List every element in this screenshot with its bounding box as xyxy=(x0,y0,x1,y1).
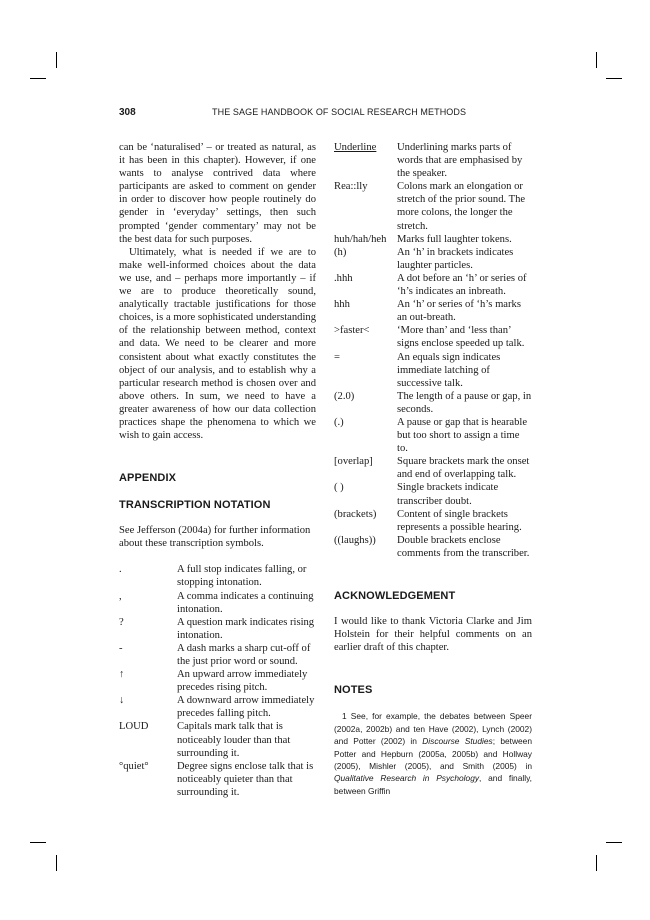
notation-symbol: - xyxy=(119,642,123,654)
left-column xyxy=(119,141,316,799)
notation-symbol: , xyxy=(119,590,122,602)
notation-row xyxy=(334,180,532,232)
notation-symbol: = xyxy=(334,351,340,363)
page-number: 308 xyxy=(119,107,136,118)
notation-row xyxy=(334,481,532,507)
notation-description: Colons mark an elongation or stretch of the prior sound. The more colons, the longer the stretch. xyxy=(397,181,526,232)
notation-symbol: >faster< xyxy=(334,325,370,337)
notation-row xyxy=(334,298,532,324)
notation-row xyxy=(334,233,532,246)
notation-description: A question mark indicates rising intonation. xyxy=(177,616,315,641)
notation-symbol: (2.0) xyxy=(334,390,355,402)
journal-title: Qualitative Research in Psychology xyxy=(334,773,480,784)
crop-mark xyxy=(56,52,57,68)
footnote-1 xyxy=(334,710,532,797)
notation-description: Degree signs enclose talk that is noticeably quieter than that surrounding it. xyxy=(177,760,314,798)
notation-symbol: hhh xyxy=(334,299,350,311)
notation-symbol: .hhh xyxy=(334,272,353,284)
notation-row xyxy=(119,694,316,720)
notation-description: Square brackets mark the onset and end of overlapping talk. xyxy=(397,456,530,481)
notation-row xyxy=(334,246,532,272)
acknowledgement-heading: ACKNOWLEDGEMENT xyxy=(334,590,456,602)
notation-description: A downward arrow immediately precedes falling pitch. xyxy=(177,695,315,720)
notation-row xyxy=(334,324,532,350)
notation-description: Underlining marks parts of words that are emphasised by the speaker. xyxy=(397,142,523,180)
notation-row xyxy=(119,616,316,642)
notation-symbol: huh/hah/heh xyxy=(334,233,387,245)
journal-title: Discourse Studies xyxy=(422,736,493,747)
notation-description: Content of single brackets represents a possible hearing. xyxy=(397,508,522,533)
crop-mark xyxy=(606,78,622,79)
notation-description: A dot before an ‘h’ or series of ‘h’s indicates an inbreath. xyxy=(397,272,527,298)
notation-symbol: LOUD xyxy=(119,721,149,733)
notation-symbol: °quiet° xyxy=(119,760,149,772)
notation-row xyxy=(119,720,316,759)
notation-table-right xyxy=(334,141,532,560)
transcription-heading: TRANSCRIPTION NOTATION xyxy=(119,499,271,512)
notation-symbol: (.) xyxy=(334,416,344,428)
footnote-text: , and finally, between Griffin xyxy=(334,773,532,796)
notation-description: A pause or gap that is hearable but too short to assign a time to. xyxy=(397,416,528,455)
notation-row xyxy=(334,416,532,455)
notation-row xyxy=(119,563,316,589)
notation-symbol: ↑ xyxy=(119,669,125,681)
notation-symbol: . xyxy=(119,564,122,576)
notation-description: An ‘h’ or series of ‘h’s marks an out-breath. xyxy=(397,299,521,324)
acknowledgement-text: I would like to thank Victoria Clarke and Jim Holstein for their helpful comments on an earlier draft of this chapter. xyxy=(334,616,532,654)
crop-mark xyxy=(30,78,46,79)
notation-description: A full stop indicates falling, or stopping intonation. xyxy=(177,564,307,589)
notation-description: Capitals mark talk that is noticeably louder than that surrounding it. xyxy=(177,721,291,759)
notation-row xyxy=(334,351,532,390)
notation-row xyxy=(334,508,532,534)
crop-mark xyxy=(606,842,622,843)
notation-symbol: Underline xyxy=(334,142,377,153)
crop-mark xyxy=(30,842,46,843)
notation-row xyxy=(119,590,316,616)
notation-table-left xyxy=(119,563,316,799)
notation-description: A comma indicates a continuing intonation. xyxy=(177,590,314,615)
crop-mark xyxy=(56,855,57,871)
notation-description: The length of a pause or gap, in seconds. xyxy=(397,390,532,415)
body-paragraph: Ultimately, what is needed if we are to make well-informed choices about the data we use, and – perhaps more importantly – if we are to produce theoretically sound, analytically tractable justifications for those choices, is a more sophisticated understanding of the relationship between method, context and data. We need to be clearer and more consistent about what exactly constitutes the object of our analysis, and to establish why a particular research method is chosen over and above others. In sum, we need to have a greater awareness of how our data collection practices shape the phenomena to which we wish to gain access. xyxy=(119,246,316,442)
right-column xyxy=(334,141,532,797)
crop-mark xyxy=(596,52,597,68)
notation-symbol: ( ) xyxy=(334,482,344,494)
footnote-text: ; between Potter and Hepburn (2005a, 2005b) and Hollway (2005), Mishler (2005), and Smith (2005) in xyxy=(334,736,532,771)
notation-symbol: ((laughs)) xyxy=(334,534,376,546)
notation-row xyxy=(334,534,532,560)
notation-row xyxy=(119,760,316,799)
notation-symbol: (h) xyxy=(334,246,347,258)
notation-symbol: ↓ xyxy=(119,695,125,707)
notation-row xyxy=(334,390,532,416)
notation-description: Double brackets enclose comments from the transcriber. xyxy=(397,534,530,559)
footnote-text: 1 See, for example, the debates between Speer (2002a, 2002b) and ten Have (2002), Lynch (2002) and Potter (2002) in xyxy=(334,711,532,747)
notation-description: ‘More than’ and ‘less than’ signs enclose speeded up talk. xyxy=(397,325,525,350)
appendix-heading: APPENDIX xyxy=(119,472,177,485)
notation-symbol: [overlap] xyxy=(334,456,373,468)
notation-row xyxy=(334,455,532,481)
notation-symbol: Rea::lly xyxy=(334,181,368,193)
notation-symbol: (brackets) xyxy=(334,508,377,520)
notation-symbol: ? xyxy=(119,616,124,628)
notation-row xyxy=(334,272,532,298)
notes-heading: NOTES xyxy=(334,684,373,697)
notation-row xyxy=(119,668,316,694)
notation-description: An equals sign indicates immediate latching of successive talk. xyxy=(397,351,501,389)
notation-description: Single brackets indicate transcriber doubt. xyxy=(397,482,499,507)
running-title: THE SAGE HANDBOOK OF SOCIAL RESEARCH METHODS xyxy=(212,107,467,117)
crop-mark xyxy=(596,855,597,871)
notation-description: Marks full laughter tokens. xyxy=(397,233,512,245)
running-header xyxy=(119,107,532,121)
notation-description: An ‘h’ in brackets indicates laughter particles. xyxy=(397,246,514,271)
notation-description: An upward arrow immediately precedes rising pitch. xyxy=(177,669,308,694)
notation-row xyxy=(334,141,532,180)
notation-row xyxy=(119,642,316,668)
notation-description: A dash marks a sharp cut-off of the just prior word or sound. xyxy=(177,642,311,667)
body-paragraph: can be ‘naturalised’ – or treated as natural, as it has been in this chapter). However, if one wants to analyse contrived data where participants are asked to comment on gender in order to discover how people routinely do gender in ‘everyday’ settings, then such prompted ‘gender commentary’ may not be the best data for such purposes. xyxy=(119,142,316,245)
transcription-intro: See Jefferson (2004a) for further information about these transcription symbols. xyxy=(119,525,311,550)
